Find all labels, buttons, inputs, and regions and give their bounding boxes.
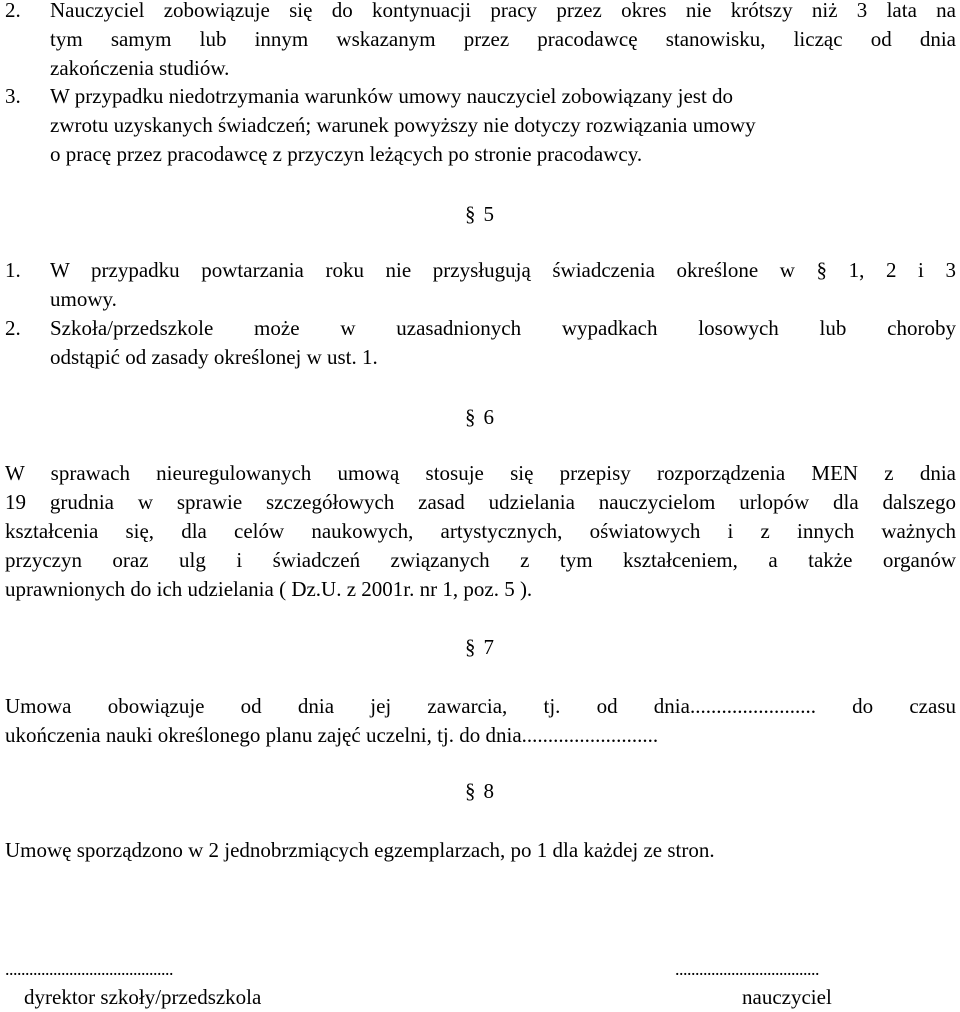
section-5-heading [465,200,494,229]
item-2-line-3: zakończenia studiów. [50,56,230,80]
signature-right-dots: .................................... [675,959,819,979]
section-7-line-1: Umowa obowiązuje od dnia jej zawarcia, tj. od dnia........................ do czasu [5,694,956,718]
signature-left-dots: .......................................... [5,959,173,979]
section-7-line-2: ukończenia nauki określonego planu zajęć uczelni, tj. do dnia.......................... [5,723,659,747]
section-7-heading [465,633,494,662]
item-3-line-3: o pracę przez pracodawcę z przyczyn leżących po stronie pracodawcy. [50,142,643,166]
section-6-line-4: przyczyn oraz ulg i świadczeń związanych z tym kształceniem, a także organów [5,548,956,572]
section-6-line-3: kształcenia się, dla celów naukowych, artystycznych, oświatowych i z innych ważnych [5,519,956,543]
item-3-line-2: zwrotu uzyskanych świadczeń; warunek powyższy nie dotyczy rozwiązania umowy [50,113,756,137]
item-2-line-1: Nauczyciel zobowiązuje się do kontynuacji pracy przez okres nie krótszy niż 3 lata na [50,0,956,22]
item-3-number: 3. [5,84,21,108]
item-3-line-1: W przypadku niedotrzymania warunków umowy nauczyciel zobowiązany jest do [50,84,734,108]
section-5-number: 5 [483,202,494,226]
section-5-item-1-line-2: umowy. [50,287,117,311]
item-2-line-2: tym samym lub innym wskazanym przez pracodawcę stanowisku, licząc od dnia [50,27,956,51]
section-5-item-2-line-1: Szkoła/przedszkole może w uzasadnionych wypadkach losowych lub choroby [50,316,956,340]
section-8-heading [465,777,494,806]
section-sign: § [465,635,476,659]
section-8-line-1: Umowę sporządzono w 2 jednobrzmiących egzemplarzach, po 1 dla każdej ze stron. [5,838,715,862]
section-5-item-1-number: 1. [5,258,21,282]
section-8-number: 8 [483,779,494,803]
section-5-item-2-number: 2. [5,316,21,340]
section-5-item-1-line-1: W przypadku powtarzania roku nie przysługują świadczenia określone w § 1, 2 i 3 [50,258,956,282]
section-6-line-1: W sprawach nieuregulowanych umową stosuje się przepisy rozporządzenia MEN z dnia [5,461,956,485]
section-6-line-5: uprawnionych do ich udzielania ( Dz.U. z 2001r. nr 1, poz. 5 ). [5,577,533,601]
section-sign: § [465,405,476,429]
section-6-heading [465,403,494,432]
section-6-number: 6 [483,405,494,429]
section-6-line-2: 19 grudnia w sprawie szczegółowych zasad udzielania nauczycielom urlopów dla dalszego [5,490,956,514]
item-2-number: 2. [5,0,21,22]
signature-left-label: dyrektor szkoły/przedszkola [24,985,262,1009]
section-sign: § [465,202,476,226]
signature-right-label: nauczyciel [742,985,832,1009]
section-7-number: 7 [483,635,494,659]
section-sign: § [465,779,476,803]
section-5-item-2-line-2: odstąpić od zasady określonej w ust. 1. [50,345,378,369]
